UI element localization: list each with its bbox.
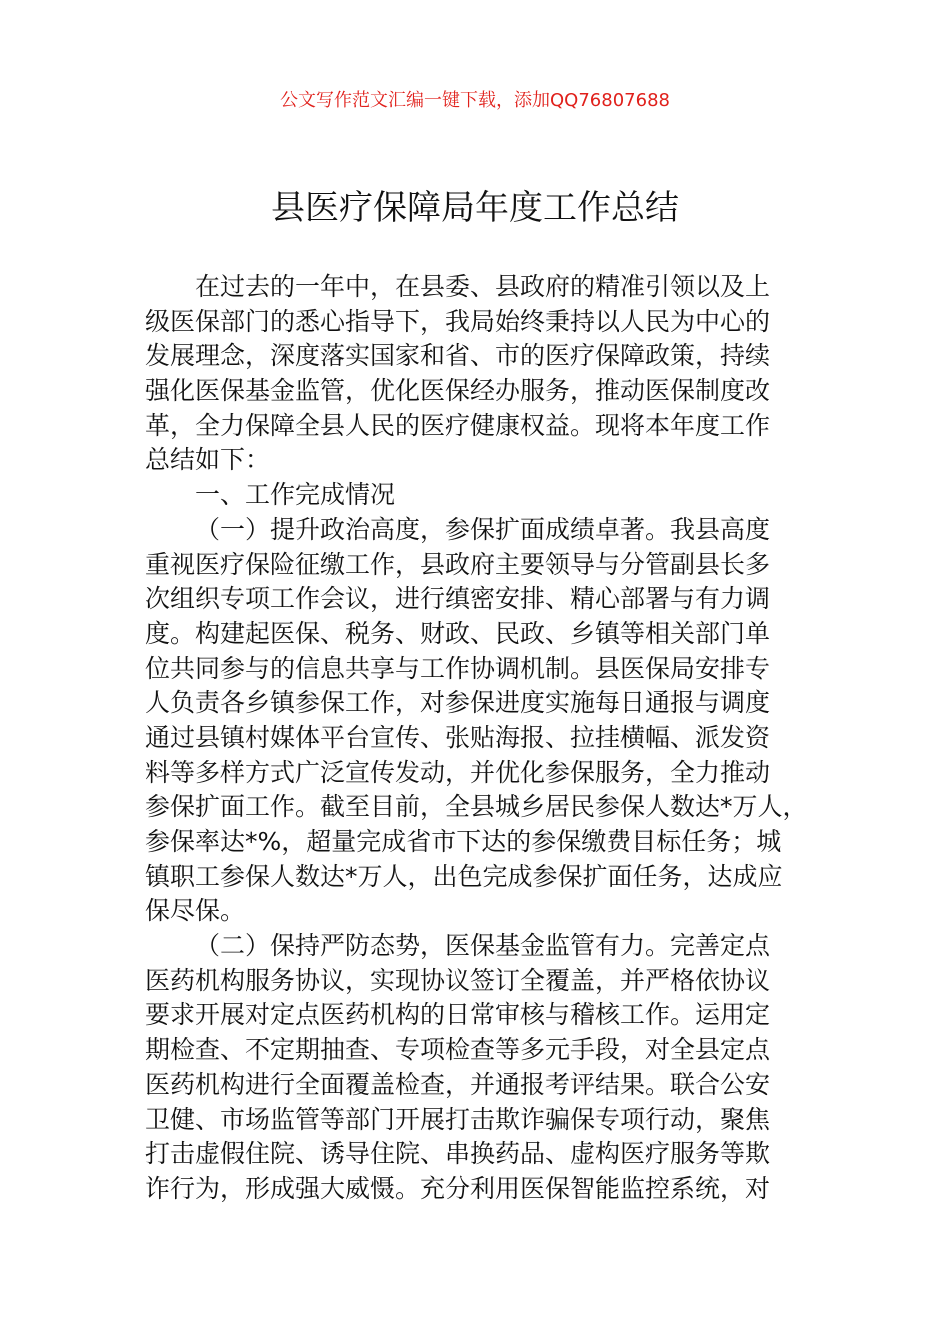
text-line: 参保率达*%，超量完成省市下达的参保缴费目标任务；城 <box>145 827 782 856</box>
text-line: 参保扩面工作。截至目前，全县城乡居民参保人数达*万人， <box>145 792 808 822</box>
download-banner: 公文写作范文汇编一键下载，添加QQ76807688 <box>280 90 670 111</box>
text-line: 在过去的一年中，在县委、县政府的精准引领以及上 <box>195 272 771 301</box>
paragraph <box>145 929 825 1207</box>
text-line: 一、工作完成情况 <box>195 480 396 510</box>
text-line: 通过县镇村媒体平台宣传、张贴海报、拉挂横幅、派发资 <box>145 722 771 752</box>
text-line: 度。构建起医保、税务、财政、民政、乡镇等相关部门单 <box>145 618 771 648</box>
text-line: 保尽保。 <box>145 896 246 926</box>
paragraph <box>145 513 825 929</box>
text-line: 医药机构进行全面覆盖检查，并通报考评结果。联合公安 <box>145 1069 771 1099</box>
text-line: 期检查、不定期抽查、专项检查等多元手段，对全县定点 <box>145 1035 771 1065</box>
text-line: （一）提升政治高度，参保扩面成绩卓著。我县高度 <box>195 514 771 544</box>
text-line: 发展理念，深度落实国家和省、市的医疗保障政策，持续 <box>145 341 771 371</box>
text-line: 料等多样方式广泛宣传发动，并优化参保服务，全力推动 <box>145 757 771 787</box>
text-line: 总结如下： <box>145 445 271 475</box>
text-line: 重视医疗保险征缴工作，县政府主要领导与分管副县长多 <box>145 549 771 579</box>
text-line: 要求开展对定点医药机构的日常审核与稽核工作。运用定 <box>145 1000 771 1030</box>
document-title: 县医疗保障局年度工作总结 <box>271 188 679 228</box>
document-body <box>145 270 825 1207</box>
text-line: 次组织专项工作会议，进行缜密安排、精心部署与有力调 <box>145 584 771 614</box>
text-line: 打击虚假住院、诱导住院、串换药品、虚构医疗服务等欺 <box>145 1139 771 1169</box>
text-line: （二）保持严防态势，医保基金监管有力。完善定点 <box>195 931 771 961</box>
text-line: 诈行为，形成强大威慑。充分利用医保智能监控系统，对 <box>145 1173 771 1203</box>
paragraph <box>145 270 825 478</box>
text-line: 镇职工参保人数达*万人，出色完成参保扩面任务，达成应 <box>145 861 783 891</box>
text-line: 卫健、市场监管等部门开展打击欺诈骗保专项行动，聚焦 <box>145 1104 771 1134</box>
text-line: 革，全力保障全县人民的医疗健康权益。现将本年度工作 <box>145 410 771 440</box>
text-line: 人负责各乡镇参保工作，对参保进度实施每日通报与调度 <box>145 688 771 718</box>
text-line: 强化医保基金监管，优化医保经办服务，推动医保制度改 <box>145 376 771 406</box>
section-heading <box>145 478 825 513</box>
text-line: 位共同参与的信息共享与工作协调机制。县医保局安排专 <box>145 653 771 683</box>
text-line: 医药机构服务协议，实现协议签订全覆盖，并严格依协议 <box>145 965 771 995</box>
text-line: 级医保部门的悉心指导下，我局始终秉持以人民为中心的 <box>145 306 771 336</box>
